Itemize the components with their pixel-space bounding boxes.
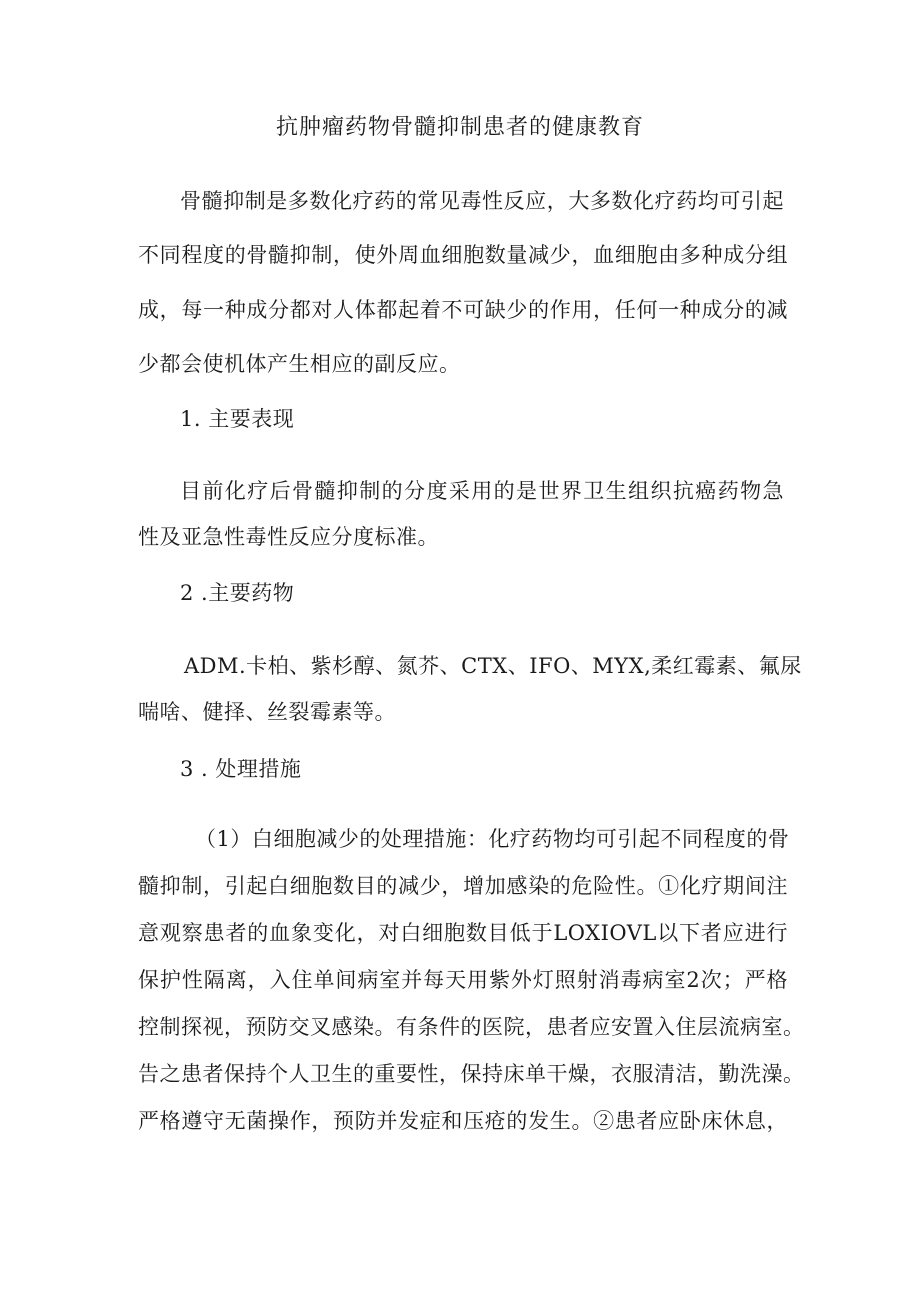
paragraph-line: 严格遵守无菌操作，预防并发症和压疮的发生。②患者应卧床休息， [138,1109,788,1133]
paragraph-line: 不同程度的骨髓抑制，使外周血细胞数量减少，血细胞由多种成分组 [138,243,788,267]
paragraph-line: 意观察患者的血象变化，对白细胞数目低于LOXIOVL以下者应进行 [138,921,788,945]
paragraph-line: 成，每一种成分都对人体都起着不可缺少的作用，任何一种成分的减 [138,298,788,322]
paragraph-line: ADM.卡柏、紫杉醇、氮芥、CTX、IFO、MYX,柔红霉素、氟尿 [184,654,802,678]
paragraph-line: 少都会使机体产生相应的副反应。 [138,352,461,376]
paragraph-line: 告之患者保持个人卫生的重要性，保持床单干燥，衣服清洁，勤洗澡。 [138,1062,805,1086]
paragraph-line: 喘啥、健择、丝裂霉素等。 [138,700,396,724]
section-heading: 3 . 处理措施 [180,757,302,781]
paragraph-line: 髓抑制，引起白细胞数目的减少，增加感染的危险性。①化疗期间注 [138,874,788,898]
paragraph-line: （1）白细胞减少的处理措施：化疗药物均可引起不同程度的骨 [195,827,790,851]
paragraph-line: 控制探视，预防交叉感染。有条件的医院，患者应安置入住层流病室。 [138,1015,805,1039]
paragraph-line: 保护性隔离，入住单间病室并每天用紫外灯照射消毒病室2次；严格 [138,968,788,992]
paragraph-line: 性及亚急性毒性反应分度标准。 [138,525,439,549]
paragraph-line: 骨髓抑制是多数化疗药的常见毒性反应，大多数化疗药均可引起 [180,189,784,213]
section-heading: 1. 主要表现 [180,407,295,431]
section-heading: 2 .主要药物 [180,581,295,605]
document-title: 抗肿瘤药物骨髓抑制患者的健康教育 [275,115,644,140]
paragraph-line: 目前化疗后骨髓抑制的分度采用的是世界卫生组织抗癌药物急 [180,479,784,503]
